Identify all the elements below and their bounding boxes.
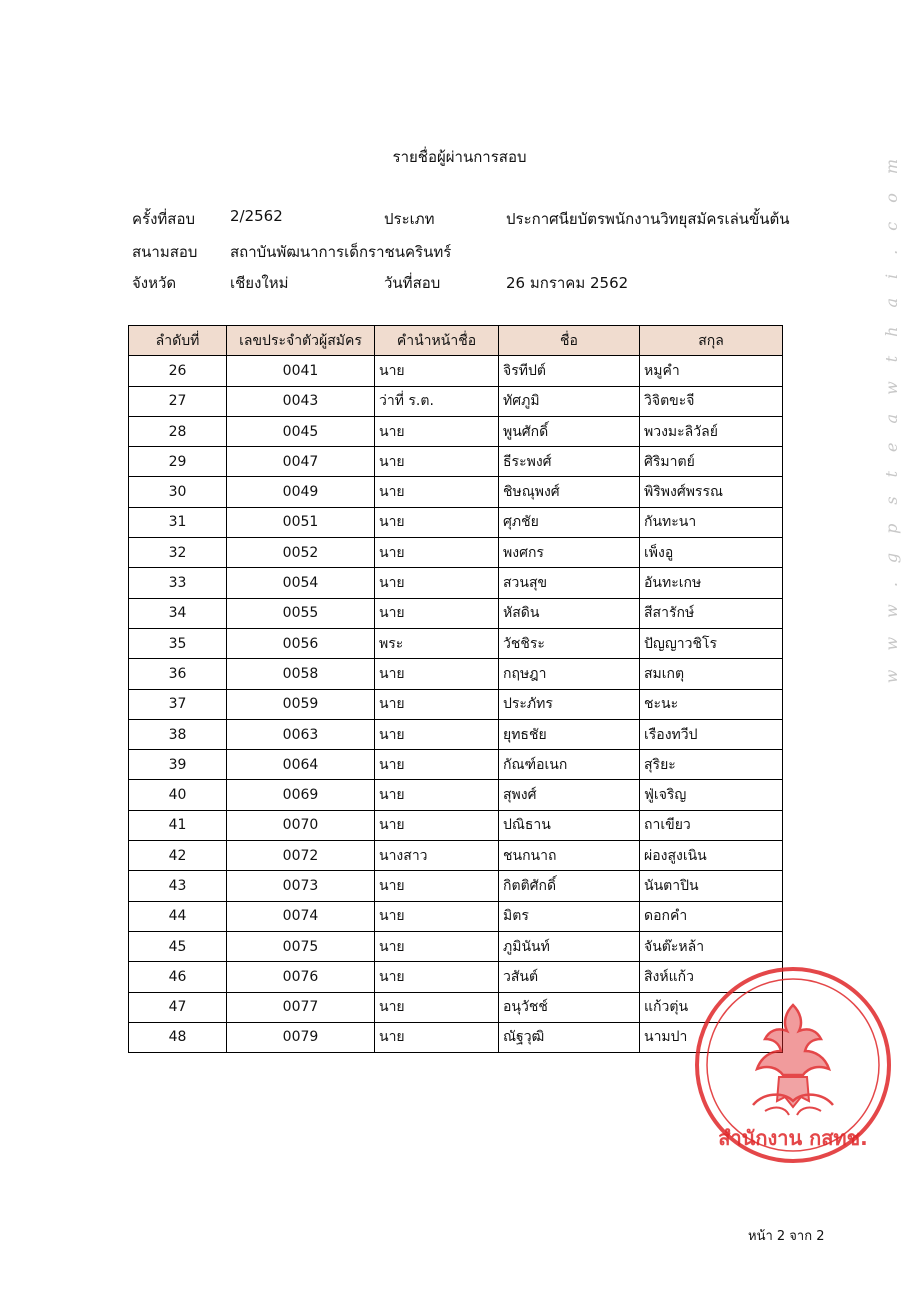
table-row: [129, 386, 783, 416]
applicant-id-cell: 0054: [227, 568, 375, 598]
type-label: ประเภท: [384, 210, 435, 228]
title-prefix-cell: นาย: [375, 507, 499, 537]
last-name-cell: แก้วตุ่น: [640, 992, 783, 1022]
first-name-cell: ศุภชัย: [499, 507, 640, 537]
order-cell: 35: [129, 628, 227, 658]
first-name-cell: อนุวัชช์: [499, 992, 640, 1022]
first-name-cell: สวนสุข: [499, 568, 640, 598]
table-row: [129, 628, 783, 658]
first-name-cell: มิตร: [499, 901, 640, 931]
first-name-cell: กัณฑ์อเนก: [499, 750, 640, 780]
order-cell: 31: [129, 507, 227, 537]
applicant-id-cell: 0052: [227, 538, 375, 568]
last-name-cell: ผ่องสูงเนิน: [640, 841, 783, 871]
applicant-id-cell: 0069: [227, 780, 375, 810]
last-name-cell: สิงห์แก้ว: [640, 962, 783, 992]
title-prefix-cell: นาย: [375, 659, 499, 689]
order-cell: 48: [129, 1022, 227, 1052]
order-cell: 30: [129, 477, 227, 507]
type-value: ประกาศนียบัตรพนักงานวิทยุสมัครเล่นขั้นต้น: [506, 210, 790, 228]
applicant-id-cell: 0041: [227, 356, 375, 386]
title-prefix-cell: นาย: [375, 416, 499, 446]
table-row: [129, 719, 783, 749]
last-name-cell: ศิริมาตย์: [640, 447, 783, 477]
order-cell: 29: [129, 447, 227, 477]
title-prefix-cell: นาย: [375, 750, 499, 780]
order-cell: 36: [129, 659, 227, 689]
title-prefix-cell: นาย: [375, 447, 499, 477]
title-prefix-cell: นาย: [375, 689, 499, 719]
official-seal-stamp: [693, 965, 893, 1165]
first-name-cell: กฤษฎา: [499, 659, 640, 689]
last-name-cell: ชะนะ: [640, 689, 783, 719]
title-prefix-cell: นางสาว: [375, 841, 499, 871]
title-prefix-cell: นาย: [375, 871, 499, 901]
last-name-cell: สุริยะ: [640, 750, 783, 780]
last-name-cell: ปัญญาวชิโร: [640, 628, 783, 658]
last-name-cell: พวงมะลิวัลย์: [640, 416, 783, 446]
venue-label: สนามสอบ: [132, 243, 198, 261]
title-prefix-cell: ว่าที่ ร.ต.: [375, 386, 499, 416]
title-prefix-cell: นาย: [375, 780, 499, 810]
last-name-cell: หมูคำ: [640, 356, 783, 386]
last-name-cell: ฟู่เจริญ: [640, 780, 783, 810]
table-row: [129, 992, 783, 1022]
header-order: ลำดับที่: [129, 326, 227, 356]
first-name-cell: กิตติศักดิ์: [499, 871, 640, 901]
applicant-id-cell: 0059: [227, 689, 375, 719]
first-name-cell: ธีระพงศ์: [499, 447, 640, 477]
first-name-cell: ภูมินันท์: [499, 931, 640, 961]
first-name-cell: ยุทธชัย: [499, 719, 640, 749]
last-name-cell: จันต๊ะหล้า: [640, 931, 783, 961]
last-name-cell: เพ็งอู: [640, 538, 783, 568]
table-row: [129, 447, 783, 477]
table-row: [129, 810, 783, 840]
order-cell: 45: [129, 931, 227, 961]
table-row: [129, 507, 783, 537]
table-row: [129, 901, 783, 931]
seal-text: สำนักงาน กสทช.: [718, 1126, 868, 1150]
first-name-cell: จิรทีปต์: [499, 356, 640, 386]
date-value: 26 มกราคม 2562: [506, 274, 629, 292]
order-cell: 38: [129, 719, 227, 749]
first-name-cell: ทัศภูมิ: [499, 386, 640, 416]
applicant-id-cell: 0055: [227, 598, 375, 628]
last-name-cell: นันตาปิน: [640, 871, 783, 901]
title-prefix-cell: นาย: [375, 719, 499, 749]
title-prefix-cell: นาย: [375, 810, 499, 840]
page-number: หน้า 2 จาก 2: [748, 1229, 825, 1244]
round-value: 2/2562: [230, 207, 283, 225]
header-first-name: ชื่อ: [499, 326, 640, 356]
applicant-id-cell: 0074: [227, 901, 375, 931]
table-row: [129, 931, 783, 961]
order-cell: 44: [129, 901, 227, 931]
order-cell: 42: [129, 841, 227, 871]
table-row: [129, 1022, 783, 1052]
applicant-id-cell: 0056: [227, 628, 375, 658]
table-row: [129, 841, 783, 871]
first-name-cell: สุพงศ์: [499, 780, 640, 810]
table-row: [129, 750, 783, 780]
table-row: [129, 780, 783, 810]
title-prefix-cell: นาย: [375, 962, 499, 992]
applicant-id-cell: 0063: [227, 719, 375, 749]
order-cell: 37: [129, 689, 227, 719]
header-title-prefix: คำนำหน้าชื่อ: [375, 326, 499, 356]
order-cell: 41: [129, 810, 227, 840]
title-prefix-cell: นาย: [375, 901, 499, 931]
first-name-cell: พูนศักดิ์: [499, 416, 640, 446]
last-name-cell: ถาเขียว: [640, 810, 783, 840]
last-name-cell: สมเกตุ: [640, 659, 783, 689]
table-row: [129, 871, 783, 901]
table-row: [129, 416, 783, 446]
province-label: จังหวัด: [132, 274, 177, 292]
province-value: เชียงใหม่: [230, 274, 289, 292]
applicant-id-cell: 0045: [227, 416, 375, 446]
table-row: [129, 659, 783, 689]
last-name-cell: วิจิตขะจี: [640, 386, 783, 416]
order-cell: 46: [129, 962, 227, 992]
applicant-id-cell: 0073: [227, 871, 375, 901]
first-name-cell: ชิษณุพงศ์: [499, 477, 640, 507]
title-prefix-cell: นาย: [375, 477, 499, 507]
table-row: [129, 356, 783, 386]
table-row: [129, 477, 783, 507]
applicant-id-cell: 0049: [227, 477, 375, 507]
round-label: ครั้งที่สอบ: [132, 210, 195, 228]
title-prefix-cell: นาย: [375, 568, 499, 598]
order-cell: 27: [129, 386, 227, 416]
order-cell: 26: [129, 356, 227, 386]
first-name-cell: ประภัทร: [499, 689, 640, 719]
document-title: รายชื่อผู้ผ่านการสอบ: [392, 148, 527, 166]
date-label: วันที่สอบ: [384, 274, 441, 292]
title-prefix-cell: นาย: [375, 598, 499, 628]
first-name-cell: วสันต์: [499, 962, 640, 992]
applicant-id-cell: 0051: [227, 507, 375, 537]
applicant-id-cell: 0064: [227, 750, 375, 780]
last-name-cell: กันทะนา: [640, 507, 783, 537]
last-name-cell: สีสารักษ์: [640, 598, 783, 628]
first-name-cell: วัชชิระ: [499, 628, 640, 658]
applicant-id-cell: 0047: [227, 447, 375, 477]
table-body: [129, 356, 783, 1053]
order-cell: 47: [129, 992, 227, 1022]
applicant-id-cell: 0076: [227, 962, 375, 992]
last-name-cell: ดอกคำ: [640, 901, 783, 931]
applicant-id-cell: 0072: [227, 841, 375, 871]
watermark-text: www.gpsteawthai.com: [882, 140, 901, 684]
header-applicant-id: เลขประจำตัวผู้สมัคร: [227, 326, 375, 356]
order-cell: 40: [129, 780, 227, 810]
order-cell: 28: [129, 416, 227, 446]
table-row: [129, 568, 783, 598]
table-header-row: [129, 326, 783, 356]
applicant-id-cell: 0079: [227, 1022, 375, 1052]
last-name-cell: อันทะเกษ: [640, 568, 783, 598]
order-cell: 39: [129, 750, 227, 780]
table-row: [129, 598, 783, 628]
first-name-cell: ณัฐวุฒิ: [499, 1022, 640, 1052]
first-name-cell: ชนกนาถ: [499, 841, 640, 871]
table-row: [129, 689, 783, 719]
order-cell: 33: [129, 568, 227, 598]
table-row: [129, 962, 783, 992]
title-prefix-cell: นาย: [375, 538, 499, 568]
title-prefix-cell: นาย: [375, 356, 499, 386]
applicant-id-cell: 0077: [227, 992, 375, 1022]
results-table: [128, 325, 783, 1053]
order-cell: 43: [129, 871, 227, 901]
venue-value: สถาบันพัฒนาการเด็กราชนครินทร์: [230, 243, 452, 261]
applicant-id-cell: 0043: [227, 386, 375, 416]
table-row: [129, 538, 783, 568]
first-name-cell: หัสดิน: [499, 598, 640, 628]
title-prefix-cell: นาย: [375, 992, 499, 1022]
last-name-cell: เรืองทวีป: [640, 719, 783, 749]
applicant-id-cell: 0058: [227, 659, 375, 689]
title-prefix-cell: นาย: [375, 1022, 499, 1052]
applicant-id-cell: 0075: [227, 931, 375, 961]
title-prefix-cell: นาย: [375, 931, 499, 961]
first-name-cell: ปณิธาน: [499, 810, 640, 840]
applicant-id-cell: 0070: [227, 810, 375, 840]
header-last-name: สกุล: [640, 326, 783, 356]
first-name-cell: พงศกร: [499, 538, 640, 568]
order-cell: 32: [129, 538, 227, 568]
title-prefix-cell: พระ: [375, 628, 499, 658]
order-cell: 34: [129, 598, 227, 628]
last-name-cell: นามปา: [640, 1022, 783, 1052]
last-name-cell: พิริพงศ์พรรณ: [640, 477, 783, 507]
